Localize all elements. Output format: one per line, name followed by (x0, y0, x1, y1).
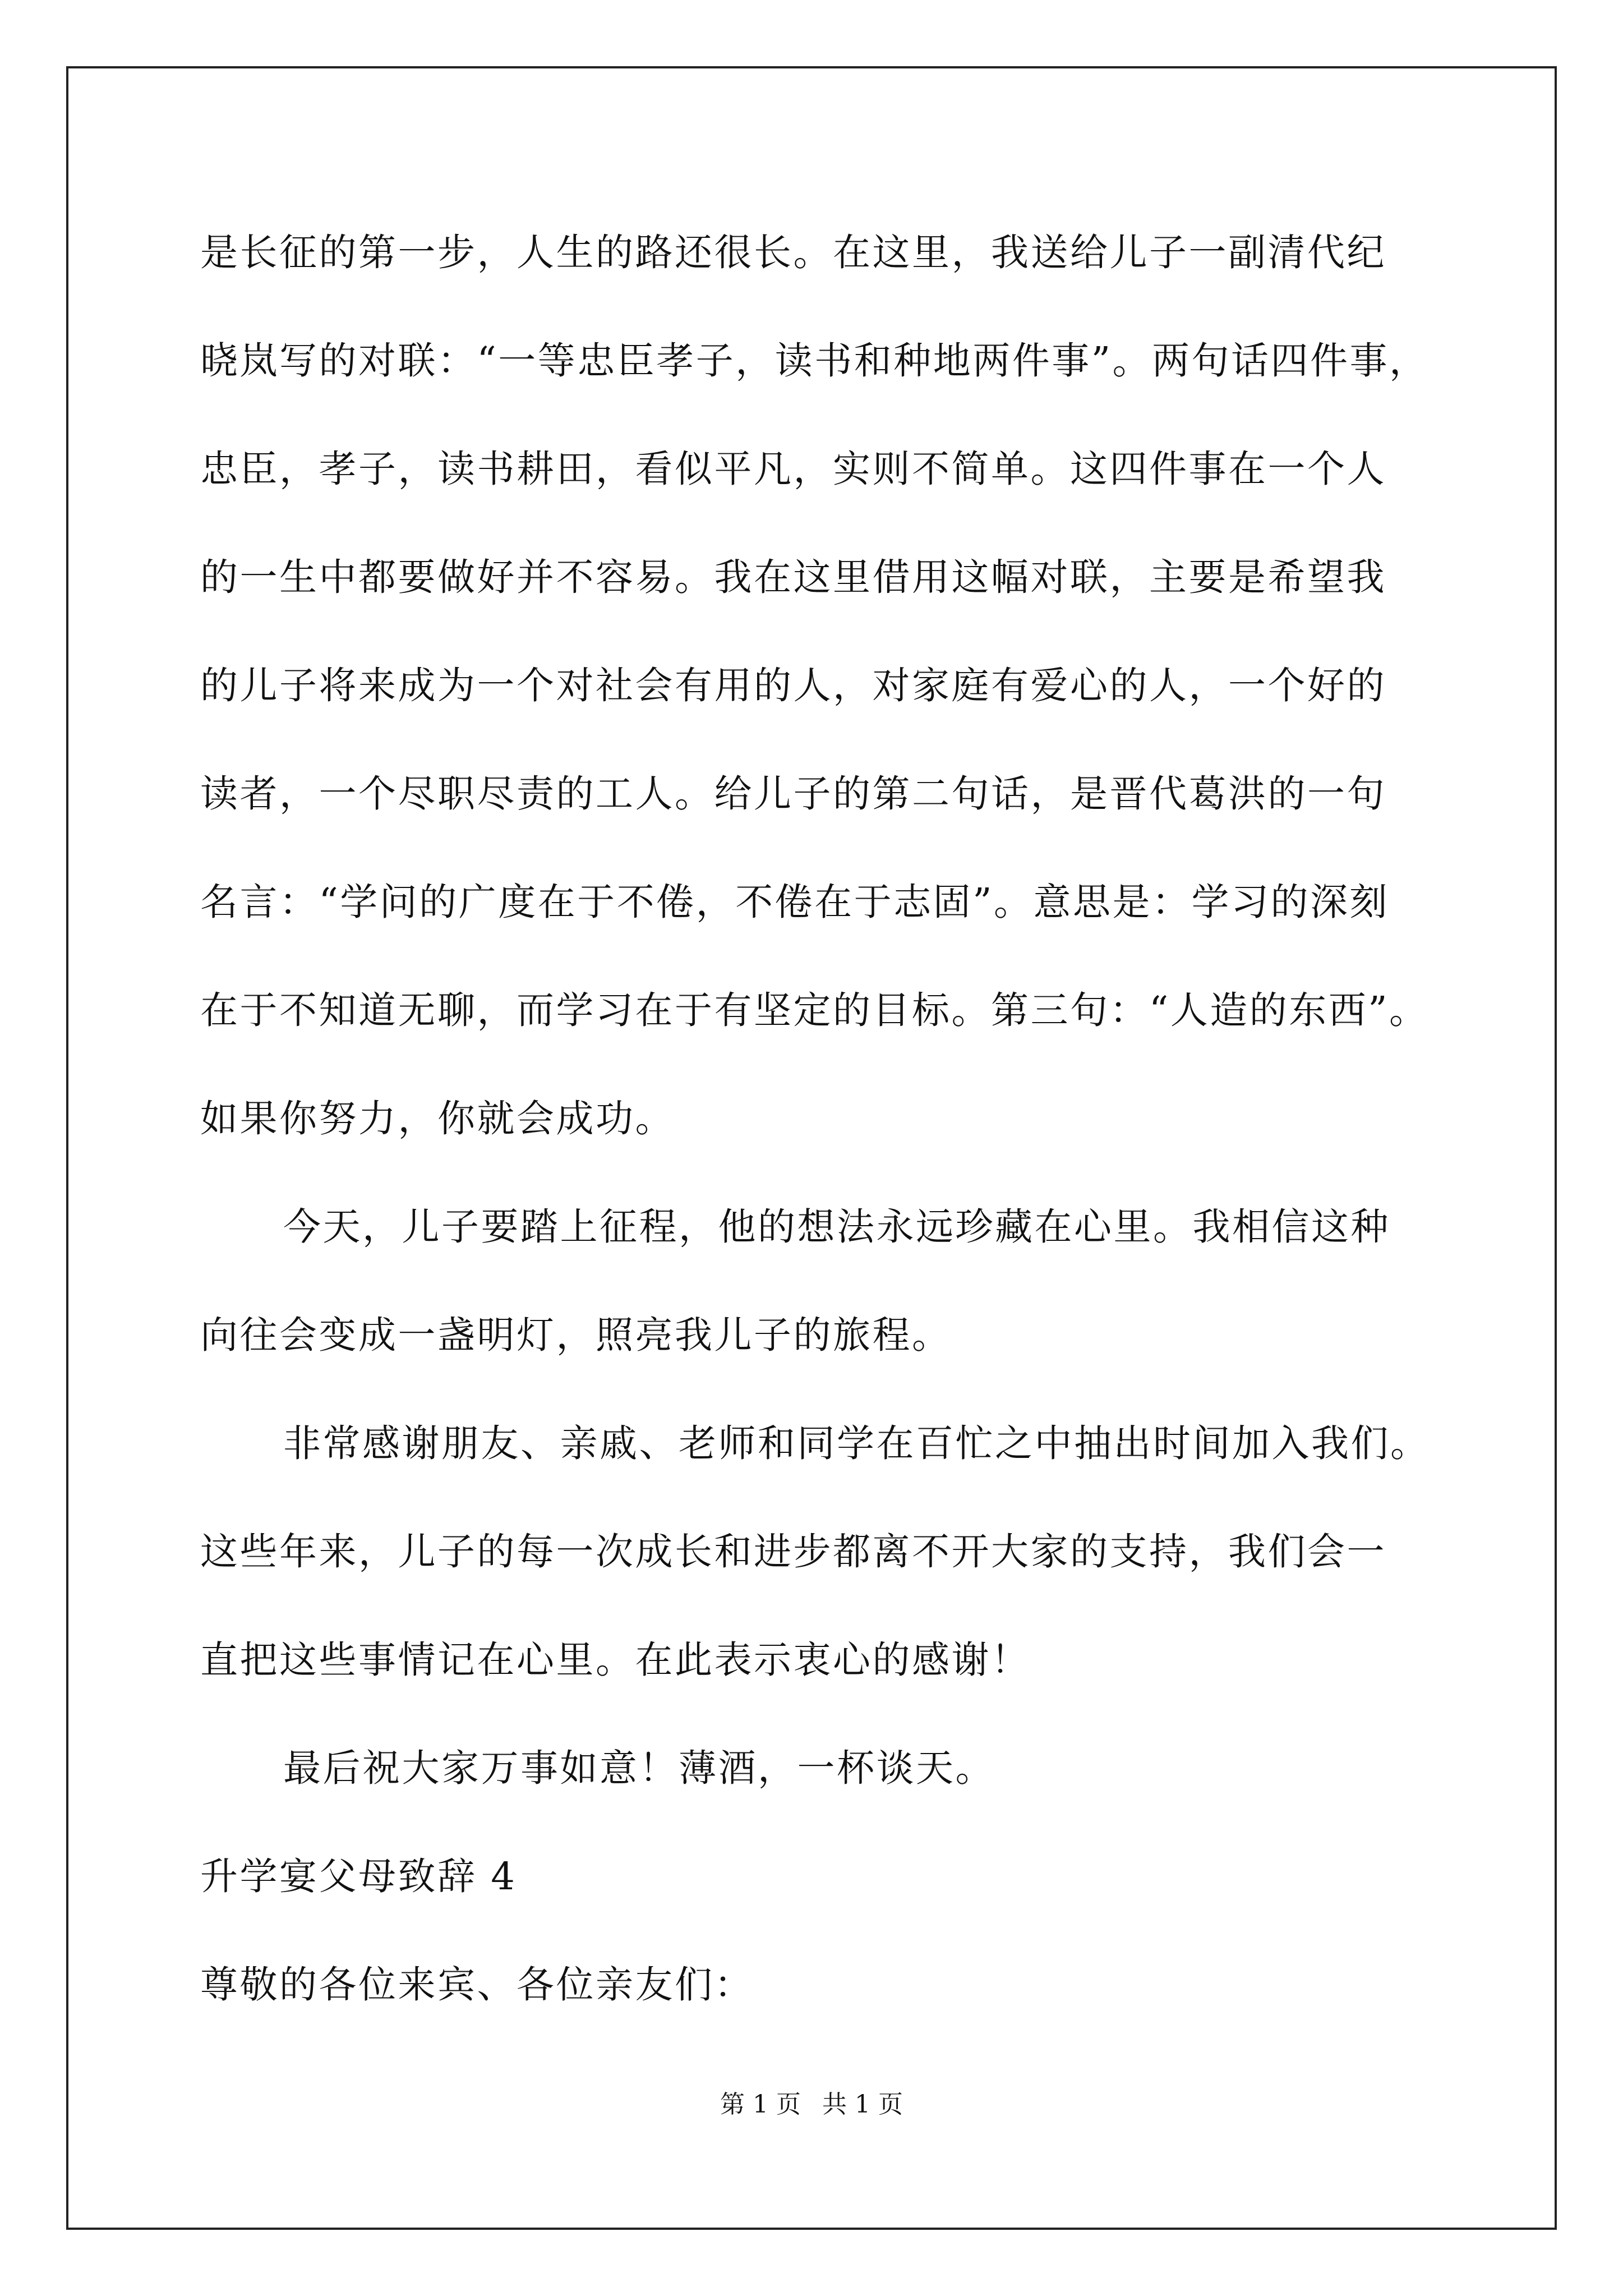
document-body (200, 219, 1434, 2059)
text-line-4: 的一生中都要做好并不容易。我在这里借用这幅对联，主要是希望我 (200, 555, 1386, 599)
page-total: 共 1 页 (822, 2090, 903, 2119)
text-line-7: 名言：“学问的广度在于不倦，不倦在于志固”。意思是：学习的深刻 (200, 880, 1390, 924)
text-line-14: 直把这些事情记在心里。在此表示衷心的感谢！ (200, 1638, 1031, 1682)
paragraph-start-line: 最后祝大家万事如意！薄酒，一杯谈天。 (283, 1746, 995, 1790)
paragraph-start-line: 非常感谢朋友、亲戚、老师和同学在百忙之中抽出时间加入我们。 (283, 1421, 1430, 1465)
page-number: 第 1 页 (720, 2090, 801, 2119)
text-line-3: 忠臣，孝子，读书耕田，看似平凡，实则不简单。这四件事在一个人 (200, 447, 1386, 491)
text-line-8: 在于不知道无聊，而学习在于有坚定的目标。第三句：“人造的东西”。 (200, 988, 1429, 1032)
text-line-2: 晓岚写的对联：“一等忠臣孝子，读书和种地两件事”。两句话四件事， (200, 339, 1429, 383)
text-line-6: 读者，一个尽职尽责的工人。给儿子的第二句话，是晋代葛洪的一句 (200, 772, 1386, 816)
text-line-13: 这些年来，儿子的每一次成长和进步都离不开大家的支持，我们会一 (200, 1530, 1386, 1573)
text-line-9: 如果你努力，你就会成功。 (200, 1097, 675, 1140)
text-line-11: 向往会变成一盏明灯，照亮我儿子的旅程。 (200, 1313, 952, 1357)
paragraph-start-line: 今天，儿子要踏上征程，他的想法永远珍藏在心里。我相信这种 (283, 1205, 1390, 1249)
page-footer (0, 2088, 1623, 2122)
salutation-line: 尊敬的各位来宾、各位亲友们： (200, 1963, 754, 2007)
text-line-1: 是长征的第一步，人生的路还很长。在这里，我送给儿子一副清代纪 (200, 231, 1386, 274)
text-line-5: 的儿子将来成为一个对社会有用的人，对家庭有爱心的人，一个好的 (200, 664, 1386, 707)
section-heading: 升学宴父母致辞 4 (200, 1855, 517, 1898)
